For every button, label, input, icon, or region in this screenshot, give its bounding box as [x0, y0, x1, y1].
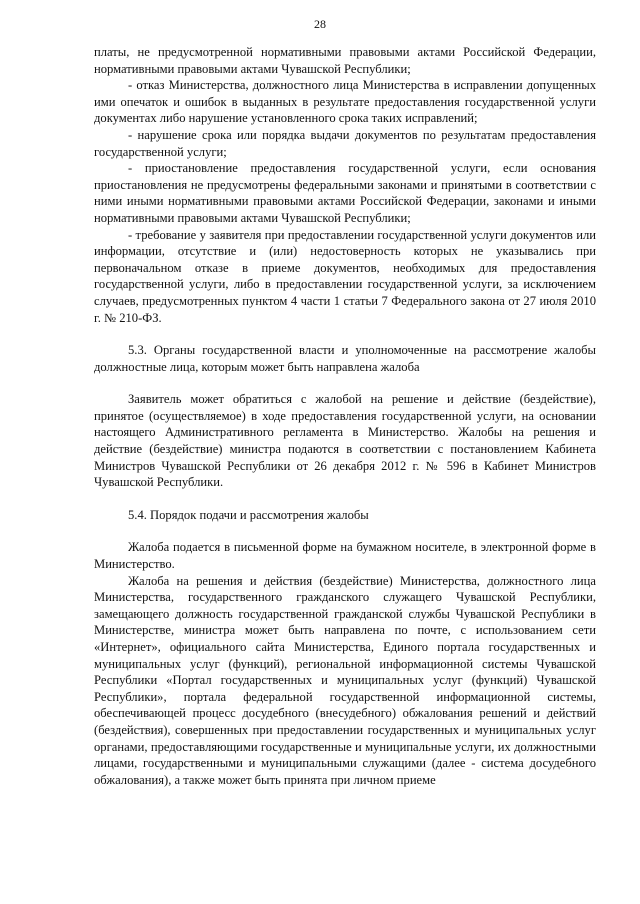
list-item: - приостановление предоставления государственной услуги, если основания приостановления не предусмотрены федеральными законами и принятыми в соответствии с ними иными нормативными правовыми актами Российской Федерации, законами и иными нормативными правовыми актами Чувашской Республики; [94, 161, 596, 225]
document-body [94, 44, 596, 788]
paragraph: Заявитель может обратиться с жалобой на решение и действие (бездействие), принятое (осуществляемое) в ходе предоставления государственной услуги, на основании настоящего Административного регламента в Министерство. Жалобы на решения и действие (бездействие) министра подаются в соответствии с постановлением Кабинета Министров Чувашской Республики от 26 декабря 2012 г. № 596 в Кабинет Министров Чувашской Республики. [94, 392, 596, 490]
section-heading-5-4: 5.4. Порядок подачи и рассмотрения жалобы [128, 507, 369, 522]
list-item: - отказ Министерства, должностного лица Министерства в исправлении допущенных ими опечаток и ошибок в выданных в результате предоставления государственной услуги документах либо нарушение установленного срока таких исправлений; [94, 78, 596, 126]
section-heading-5-3: 5.3. Органы государственной власти и уполномоченные на рассмотрение жалобы должностные лица, которым может быть направлена жалоба [94, 343, 596, 374]
paragraph: Жалоба на решения и действия (бездействие) Министерства, должностного лица Министерства, государственного гражданского служащего Чувашской Республики, замещающего должность государственной гражданской службы Чувашской Республики в Министерстве, министра может быть направлена по почте, с использованием сети «Интернет», официального сайта Министерства, Единого портала государственных и муниципальных услуг (функций), региональной информационной системы Чувашской Республики «Портал государственных и муниципальных услуг (функций) Чувашской Республики», портала федеральной государственной информационной системы, обеспечивающей процесс досудебного (внесудебного) обжалования решений и действий (бездействия), совершенных при предоставлении государственных и муниципальных услуг органами, предоставляющими государственные и муниципальные услуги, их должностными лицами, государственными и муниципальными служащими (далее - система досудебного обжалования), а также может быть принята при личном приеме [94, 573, 596, 787]
list-item: - нарушение срока или порядка выдачи документов по результатам предоставления государственной услуги; [94, 127, 596, 159]
list-item: - требование у заявителя при предоставлении государственной услуги документов или информации, отсутствие и (или) недостоверность которых не указывались при первоначальном отказе в приеме документов, необходимых для предоставления государственной услуги, либо в предоставлении государственной услуги, за исключением случаев, предусмотренных пунктом 4 части 1 статьи 7 Федерального закона от 27 июля 2010 г. № 210-ФЗ. [94, 227, 596, 325]
page-number: 28 [314, 17, 326, 31]
paragraph: платы, не предусмотренной нормативными правовыми актами Российской Федерации, нормативными правовыми актами Чувашской Республики; [94, 45, 596, 76]
paragraph: Жалоба подается в письменной форме на бумажном носителе, в электронной форме в Министерство. [94, 540, 596, 572]
